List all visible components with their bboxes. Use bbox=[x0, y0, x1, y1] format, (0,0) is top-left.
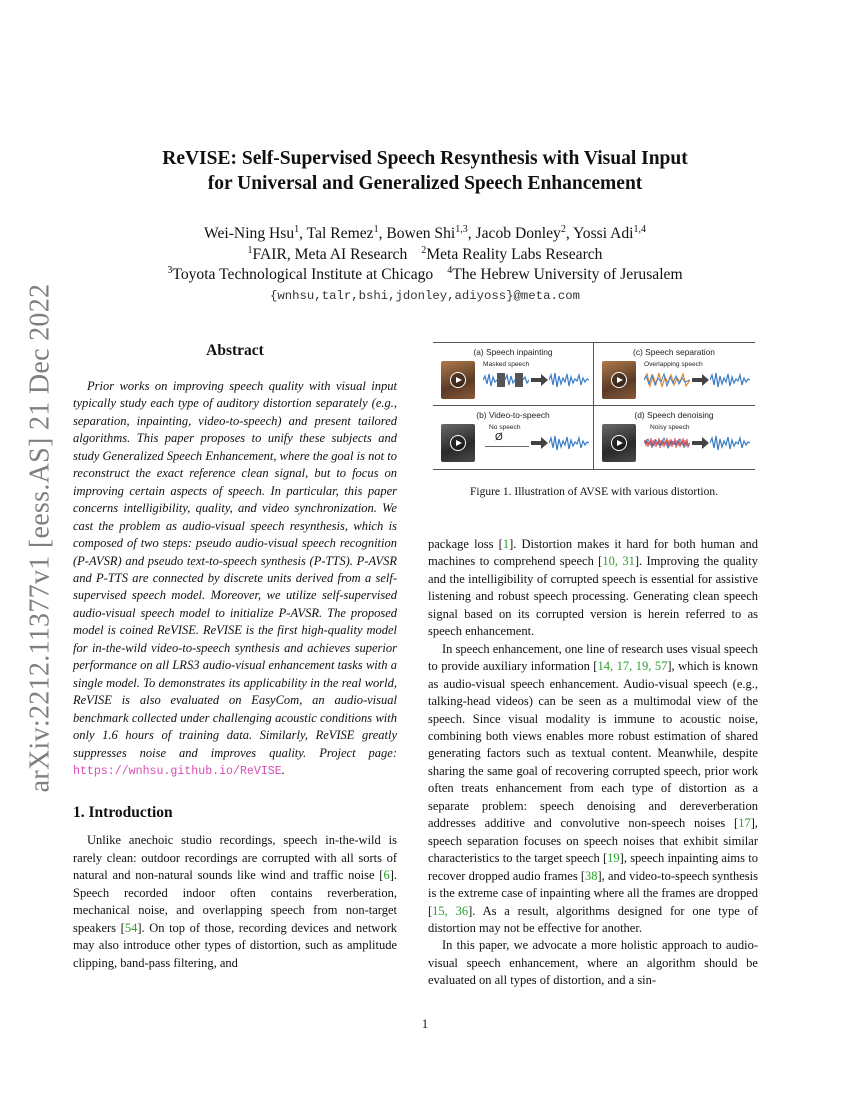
noisy-waveform-icon bbox=[644, 433, 690, 453]
text-run: ], speech separation focuses on speech noises that exhibit similar characteristics to the target speech [ bbox=[428, 816, 758, 866]
text-run: ]. As a result, algorithms designed for one type of distortion may not be effective for another. bbox=[428, 903, 758, 935]
video-thumbnail bbox=[441, 361, 475, 399]
author-name: Tal Remez bbox=[306, 225, 374, 242]
masked-waveform-icon bbox=[483, 370, 529, 390]
figure-1 bbox=[433, 342, 755, 498]
play-icon bbox=[611, 372, 627, 388]
citation-link[interactable]: 38 bbox=[585, 868, 598, 883]
author-name: Wei-Ning Hsu bbox=[204, 225, 295, 242]
author-name: Bowen Shi bbox=[386, 225, 456, 242]
affiliation-name: Meta Reality Labs Research bbox=[426, 245, 603, 263]
left-column bbox=[73, 342, 397, 972]
abstract-heading: Abstract bbox=[206, 342, 264, 359]
video-thumbnail bbox=[602, 361, 636, 399]
text-run: In speech enhancement, one line of research uses visual speech to provide auxiliary information [ bbox=[428, 641, 758, 674]
arrow-icon bbox=[531, 378, 541, 382]
citation-link[interactable]: 10, 31 bbox=[602, 554, 635, 569]
play-icon bbox=[611, 435, 627, 451]
author-name: Jacob Donley bbox=[475, 225, 561, 242]
text-run: ], speech inpainting aims to recover dropped audio frames [ bbox=[428, 851, 758, 883]
panel-title: (c) Speech separation bbox=[633, 347, 715, 357]
clean-waveform-icon bbox=[710, 370, 750, 390]
citation-link[interactable]: 1 bbox=[502, 537, 510, 551]
citation-link[interactable]: 54 bbox=[124, 920, 138, 935]
arrow-icon bbox=[692, 378, 702, 382]
affiliation-number: 1 bbox=[247, 244, 253, 256]
right-column-text bbox=[428, 536, 758, 990]
video-thumbnail bbox=[602, 424, 636, 462]
citation-link[interactable]: 19 bbox=[607, 851, 620, 866]
panel-speech-denoising bbox=[594, 406, 754, 468]
clean-waveform-icon bbox=[549, 370, 589, 390]
affiliation-number: 2 bbox=[421, 244, 427, 256]
project-page-link[interactable]: https://wnhsu.github.io/ReVISE bbox=[73, 764, 282, 778]
author-block bbox=[90, 224, 760, 306]
text-run: Unlike anechoic studio recordings, speech in-the-wild is rarely clean: outdoor recordings are corrupted with all sorts of natural and non-natural sounds like wind and traffic noise [ bbox=[73, 833, 397, 883]
author-affiliation-mark: 1,3 bbox=[455, 224, 468, 235]
clean-waveform-icon bbox=[710, 433, 750, 453]
play-icon bbox=[450, 372, 466, 388]
panel-label: No speech bbox=[489, 424, 521, 431]
affiliation-line-2 bbox=[90, 265, 760, 286]
citation-link[interactable]: 14, 17, 19, 57 bbox=[597, 659, 668, 674]
affiliation-name: The Hebrew University of Jerusalem bbox=[452, 266, 683, 283]
arrow-icon bbox=[531, 441, 541, 445]
panel-label: Noisy speech bbox=[650, 424, 690, 431]
arxiv-id: arXiv:2212.11377v1 [eess.AS] 21 Dec 2022 bbox=[24, 283, 56, 792]
paper-title bbox=[90, 146, 760, 196]
abstract-text: Prior works on improving speech quality with visual input typically study each type of auditory distortion separately (e.g., separation, inpainting, video-to-speech) and present tailored algorithms. This paper proposes to unify these subjects and study Generalized Speech Enhancement, where the goal is not to reconstruct the exact reference clean signal, but to focus on improving certain aspects of speech. In particular, this paper concerns intelligibility, quality, and video synchronization. We cast the problem as audio-visual speech resynthesis, which is composed of two steps: pseudo audio-visual speech recognition (P-AVSR) and pseudo text-to-speech synthesis (P-TTS). P-AVSR and P-TTS are connected by discrete units derived from a self-supervised speech model. Moreover, we utilize self-supervised audio-visual speech model to initialize P-AVSR. The proposed model is coined ReVISE. ReVISE is the first high-quality model for in-the-wild video-to-speech synthesis and achieves superior performance on all LRS3 audio-visual enhancement tasks with a single model. To demonstrates its applicability in the real world, ReVISE is also evaluated on EasyCom, an audio-visual benchmark collected under challenging acoustic conditions with only 1.6 hours of training data. Similarly, ReVISE greatly suppresses noise and improves quality. Project page: bbox=[73, 379, 397, 760]
text-run: ], and video-to-speech synthesis is the extreme case of inpainting where all the frames are dropped [ bbox=[428, 868, 758, 918]
play-icon bbox=[450, 435, 466, 451]
video-thumbnail bbox=[441, 424, 475, 462]
abstract-body: Prior works on improving speech quality with visual input typically study each type of auditory distortion separately (e.g., separation, inpainting, video-to-speech) and present tailored algorithms. This paper proposes to unify these subjects and study Generalized Speech Enhancement, where the goal is not to reconstruct the exact reference clean signal, but to focus on improving certain aspects of speech. In particular, this paper concerns intelligibility, quality, and video synchronization. We cast the problem as audio-visual speech resynthesis, which is composed of two steps: pseudo audio-visual speech recognition (P-AVSR) and pseudo text-to-speech synthesis (P-TTS). P-AVSR and P-TTS are connected by discrete units derived from a self-supervised speech model. Moreover, we utilize self-supervised audio-visual speech model to initialize P-AVSR. The proposed model is coined ReVISE. ReVISE is the first high-quality model for in-the-wild video-to-speech synthesis and achieves superior performance on all LRS3 audio-visual enhancement tasks with a single model. To demonstrates its applicability in the real world, ReVISE is also evaluated on EasyCom, an audio-visual benchmark collected under challenging acoustic conditions with only 1.6 hours of training data. Similarly, ReVISE greatly suppresses noise and improves quality. Project page: https://wnhsu.github.io/ReVISE. bbox=[73, 379, 397, 778]
figure-illustration bbox=[433, 342, 755, 470]
panel-label: Overlapping speech bbox=[644, 361, 703, 368]
overlapping-waveform-icon bbox=[644, 370, 690, 390]
intro-paragraph-1 bbox=[73, 832, 397, 972]
citation-link[interactable]: 17 bbox=[738, 816, 751, 831]
affiliation-number: 3 bbox=[167, 265, 173, 276]
author-affiliation-mark: 2 bbox=[560, 224, 566, 235]
arxiv-stamp bbox=[20, 285, 60, 790]
introduction-heading: 1. Introduction bbox=[73, 804, 173, 822]
author-email[interactable]: {wnhsu,talr,bshi,jdonley,adiyoss}@meta.com bbox=[270, 288, 580, 303]
silent-line bbox=[485, 446, 529, 447]
title-line-1: ReVISE: Self-Supervised Speech Resynthesis with Visual Input bbox=[162, 148, 688, 169]
figure-caption: Figure 1. Illustration of AVSE with various distortion. bbox=[470, 486, 718, 498]
panel-label: Masked speech bbox=[483, 361, 530, 368]
panel-speech-inpainting bbox=[433, 343, 593, 405]
text-run: ], which is known as audio-visual speech enhancement. Audio-visual speech (e.g., talking-head videos) can be seen as a multimodal view of the speech. Since visual modality is immune to acoustic noise, combining both views enables more robust estimation of shared generating factors such as textual content. Meanwhile, despite sharing the same goal of recovering corrupted speech, prior work often treats enhancement from each type of distortion as a separate problem: speech denoising and dereverberation addresses additive and convolutive non-speech noises [ bbox=[428, 659, 759, 831]
text-run: ]. Distortion makes it hard for both human and machines to comprehend speech [ bbox=[428, 537, 758, 569]
affiliation-line-1 bbox=[90, 245, 760, 266]
intro-paragraph-4: In this paper, we advocate a more holistic approach to audio-visual speech enhancement, where an algorithm should be evaluated on all types of distortion, and a sin- bbox=[428, 938, 758, 988]
text-run: ]. On top of those, recording devices and network may also introduce other types of distortion, such as amplitude clipping, band-pass filtering, and bbox=[73, 920, 397, 970]
citation-link[interactable]: 6 bbox=[383, 868, 390, 883]
author-affiliation-mark: 1 bbox=[294, 224, 300, 235]
author-list: Wei-Ning Hsu$^1$, Tal Remez$^1$, Bowen Shi$^{1,3}$, Jacob Donley$^2$, Yossi Adi$^{1,4}$ bbox=[204, 224, 646, 242]
affiliation-name: FAIR, Meta AI Research bbox=[252, 245, 408, 263]
right-column bbox=[428, 342, 758, 990]
citation-link[interactable]: 15, 36 bbox=[432, 903, 469, 918]
panel-title: (b) Video-to-speech bbox=[476, 410, 550, 420]
empty-set-symbol: Ø bbox=[495, 432, 503, 443]
page-number: 1 bbox=[421, 1017, 429, 1031]
panel-title: (a) Speech inpainting bbox=[473, 347, 553, 357]
affiliation-name: Toyota Technological Institute at Chicago bbox=[172, 266, 434, 283]
arrow-icon bbox=[692, 441, 702, 445]
panel-speech-separation bbox=[594, 343, 754, 405]
text-run: ]. Improving the quality and the intelligibility of corrupted speech is essential for assistive listening and robust speech processing. Generating clean speech signal based on its corrupted version is herein referred to as speech enhancement. bbox=[428, 554, 759, 639]
text-run: ]. Speech recorded indoor often contains reverberation, mechanical noise, and overlapping speech from non-target speakers [ bbox=[73, 868, 397, 935]
author-affiliation-mark: 1 bbox=[373, 224, 379, 235]
intro-paragraph-3 bbox=[428, 641, 758, 938]
title-line-2: for Universal and Generalized Speech Enhancement bbox=[207, 173, 643, 194]
author-affiliation-mark: 1,4 bbox=[633, 224, 646, 235]
intro-paragraph-2 bbox=[428, 536, 758, 641]
panel-video-to-speech bbox=[433, 406, 593, 468]
panel-title: (d) Speech denoising bbox=[634, 410, 714, 420]
text-run: package loss [ bbox=[428, 537, 503, 551]
affiliation-number: 4 bbox=[447, 265, 453, 276]
author-name: Yossi Adi bbox=[573, 225, 634, 242]
clean-waveform-icon bbox=[549, 433, 589, 453]
